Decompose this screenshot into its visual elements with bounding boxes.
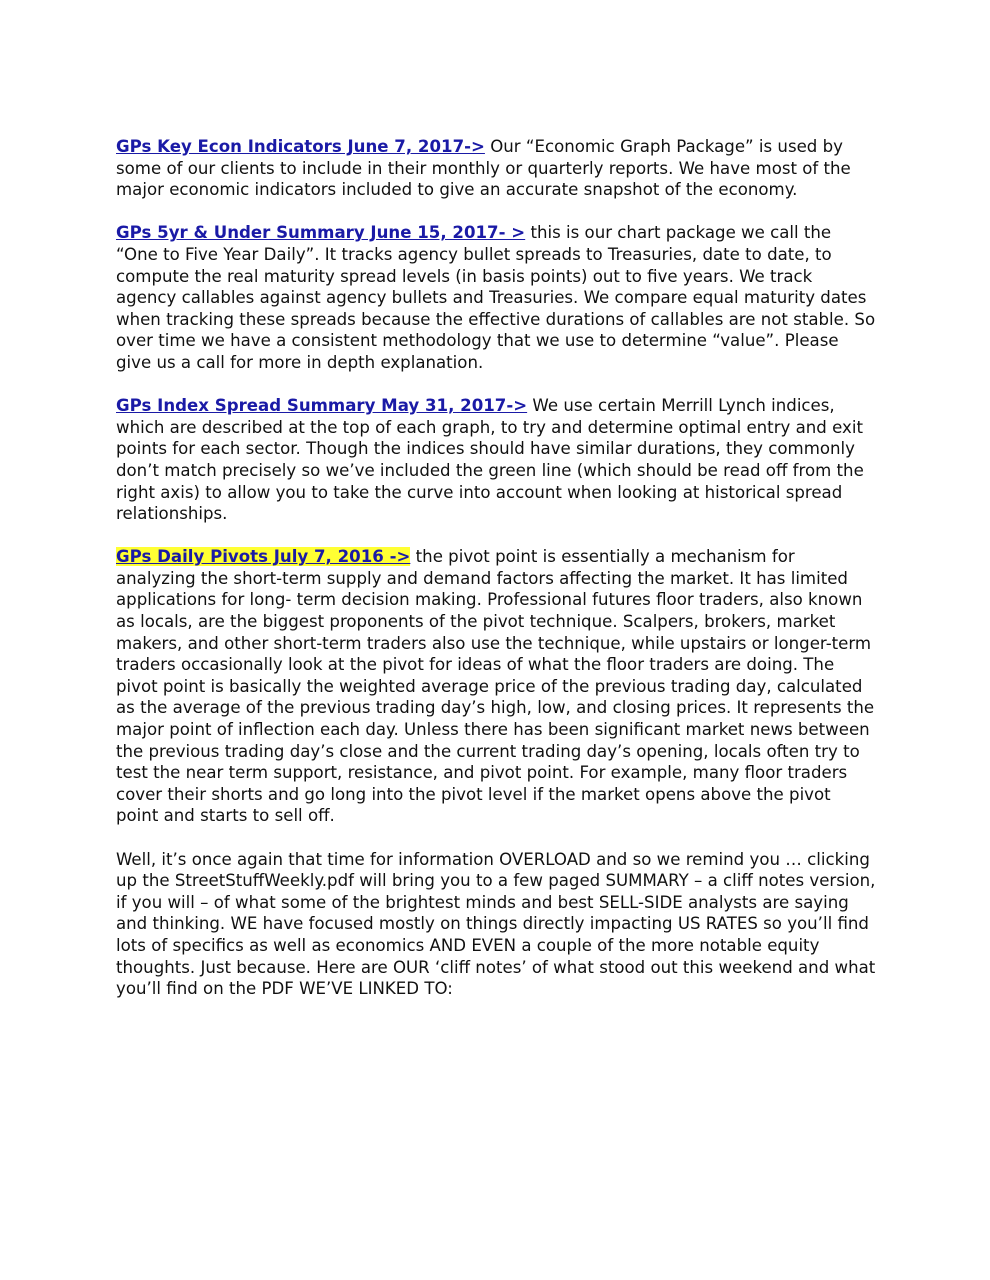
key-econ-indicators-link[interactable]: GPs Key Econ Indicators June 7, 2017-> (116, 137, 485, 156)
information-overload-text: Well, it’s once again that time for information OVERLOAD and so we remind you … clicking up the StreetStuffWeekly.pdf will bring you to a few paged SUMMARY – a cliff notes version, if you will – of what some of the brightest minds and best SELL-SIDE analysts are saying and thinking. WE have focused mostly on things directly impacting US RATES so you’ll find lots of specifics as well as economics AND EVEN a couple of the more notable equity thoughts. Just because. Here are OUR ‘cliff notes’ of what stood out this weekend and what you’ll find on the PDF WE’VE LINKED TO: (116, 849, 876, 999)
paragraph-daily-pivots (116, 546, 876, 827)
paragraph-5yr-under-summary (116, 222, 876, 373)
index-spread-summary-description: We use certain Merrill Lynch indices, which are described at the top of each graph, to try and determine optimal entry and exit points for each sector. Though the indices should have similar durations, they commonly don’t match precisely so we’ve included the green line (which should be read off from the right axis) to allow you to take the curve into account when looking at historical spread relationships. (116, 396, 864, 524)
daily-pivots-description: the pivot point is essentially a mechanism for analyzing the short-term supply and demand factors affecting the market. It has limited applications for long- term decision making. Professional futures floor traders, also known as locals, are the biggest proponents of the pivot technique. Scalpers, brokers, market makers, and other short-term traders also use the technique, while upstairs or longer-term traders occasionally look at the pivot for ideas of what the floor traders are doing. The pivot point is basically the weighted average price of the previous trading day, calculated as the average of the previous trading day’s high, low, and closing prices. It represents the major point of inflection each day. Unless there has been significant market news between the previous trading day’s close and the current trading day’s opening, locals often try to test the near term support, resistance, and pivot point. For example, many floor traders cover their shorts and go long into the pivot level if the market opens above the pivot point and starts to sell off. (116, 547, 875, 826)
document-body (116, 136, 876, 1021)
paragraph-key-econ-indicators (116, 136, 876, 201)
paragraph-index-spread-summary (116, 395, 876, 525)
index-spread-summary-link[interactable]: GPs Index Spread Summary May 31, 2017-> (116, 396, 528, 416)
5yr-under-summary-link[interactable]: GPs 5yr & Under Summary June 15, 2017- > (116, 223, 526, 243)
key-econ-indicators-description: Our “Economic Graph Package” is used by some of our clients to include in their monthly or quarterly reports. We have most of the major economic indicators included to give an accurate snapshot of the economy. (116, 137, 851, 200)
5yr-under-summary-description: this is our chart package we call the “One to Five Year Daily”. It tracks agency bullet spreads to Treasuries, date to date, to compute the real maturity spread levels (in basis points) out to five years. We track agency callables against agency bullets and Treasuries. We compare equal maturity dates when tracking these spreads because the effective durations of callables are not stable. So over time we have a consistent methodology that we use to determine “value”. Please give us a call for more in depth explanation. (116, 223, 876, 372)
daily-pivots-link[interactable]: GPs Daily Pivots July 7, 2016 -> (116, 547, 411, 567)
paragraph-information-overload (116, 849, 876, 1000)
